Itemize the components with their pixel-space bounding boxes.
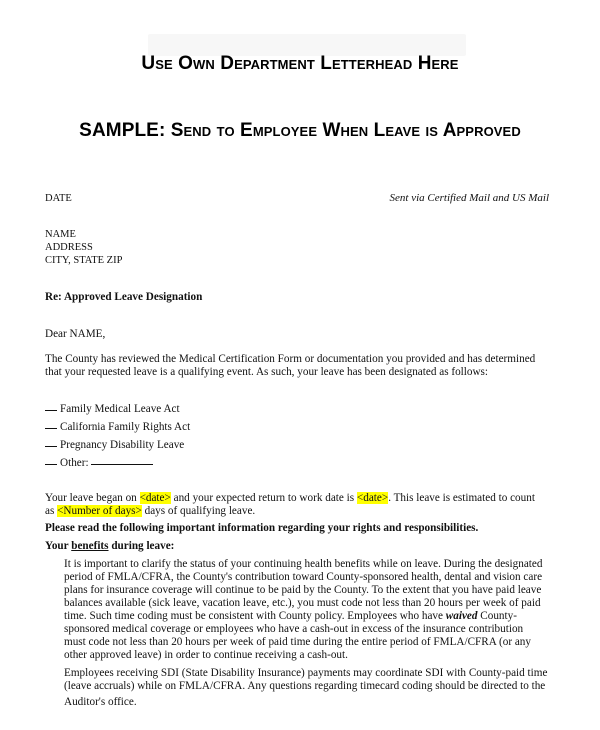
rights-notice: Please read the following important information regarding your rights and responsibilities. bbox=[45, 522, 479, 534]
benefits-heading: Your benefits during leave: bbox=[45, 540, 175, 552]
sdi-line-1: Employees receiving SDI (State Disability Insurance) payments may coordinate SDI with County-paid time bbox=[64, 667, 548, 679]
benefits-underlined: benefits bbox=[71, 540, 109, 552]
letterhead-placeholder-heading: Use Own Department Letterhead Here bbox=[141, 53, 459, 74]
leave-option-fmla[interactable]: Family Medical Leave Act bbox=[45, 403, 180, 416]
checkbox-blank[interactable] bbox=[45, 428, 57, 429]
benefits-line-3: plans for insurance coverage will continue to be paid by the County. To the extent that you have paid leave bbox=[64, 584, 542, 596]
recipient-address: ADDRESS bbox=[45, 242, 93, 253]
sample-heading bbox=[0, 120, 600, 142]
recipient-name: NAME bbox=[45, 229, 76, 240]
benefits-line-8: other approved leave) in order to continue receiving a cash-out. bbox=[64, 649, 348, 661]
return-date-placeholder: <date> bbox=[356, 492, 389, 504]
benefits-line-1: It is important to clarify the status of your continuing health benefits while on leave. During the designated bbox=[64, 558, 543, 570]
benefits-line-6: sponsored medical coverage or employees who have a cash-out in excess of the insurance contribution bbox=[64, 623, 524, 635]
sdi-line-3-clipped: Auditor's office. bbox=[64, 696, 137, 708]
leave-dates-line-2: as <Number of days> days of qualifying leave. bbox=[45, 505, 256, 517]
recipient-city-state-zip: CITY, STATE ZIP bbox=[45, 255, 123, 266]
waived-emphasis: waived bbox=[445, 610, 478, 622]
number-of-days-placeholder: <Number of days> bbox=[57, 505, 142, 517]
intro-line-2: that your requested leave is a qualifying event. As such, your leave has been designated as follows: bbox=[45, 366, 489, 378]
sample-heading-text: Send to Employee When Leave is Approved bbox=[170, 120, 521, 141]
benefits-line-5: time. Such time coding must be consistent with County policy. Employees who have waived County- bbox=[64, 610, 517, 622]
benefits-line-2: period of FMLA/CFRA, the County's contribution toward County-sponsored health, dental and vision care bbox=[64, 571, 543, 583]
other-fill-in-blank[interactable] bbox=[91, 464, 153, 465]
benefits-line-4: balances available (sick leave, vacation leave, etc.), you must code not less than 20 hours per week of paid bbox=[64, 597, 541, 609]
leave-dates-line-1: Your leave began on <date> and your expected return to work date is <date>. This leave is estimated to count bbox=[45, 492, 535, 504]
benefits-line-7: must code not less than 20 hours per week of paid time during the entire period of FMLA/CFRA (or any bbox=[64, 636, 531, 648]
leave-option-cfra[interactable]: California Family Rights Act bbox=[45, 421, 190, 434]
subject-line: Re: Approved Leave Designation bbox=[45, 291, 203, 303]
checkbox-blank[interactable] bbox=[45, 446, 57, 447]
delivery-note: Sent via Certified Mail and US Mail bbox=[389, 192, 549, 204]
salutation: Dear NAME, bbox=[45, 328, 106, 340]
checkbox-blank[interactable] bbox=[45, 410, 57, 411]
intro-line-1: The County has reviewed the Medical Certification Form or documentation you provided and has determined bbox=[45, 353, 536, 365]
leave-option-other[interactable]: Other: bbox=[45, 457, 156, 470]
leave-option-pdl[interactable]: Pregnancy Disability Leave bbox=[45, 439, 184, 452]
sample-prefix: SAMPLE: bbox=[79, 120, 166, 141]
sdi-line-2: (leave accruals) while on FMLA/CFRA. Any questions regarding timecard coding should be directed to the bbox=[64, 680, 546, 692]
checkbox-blank[interactable] bbox=[45, 464, 57, 465]
date-label: DATE bbox=[45, 193, 72, 204]
start-date-placeholder: <date> bbox=[139, 492, 171, 504]
